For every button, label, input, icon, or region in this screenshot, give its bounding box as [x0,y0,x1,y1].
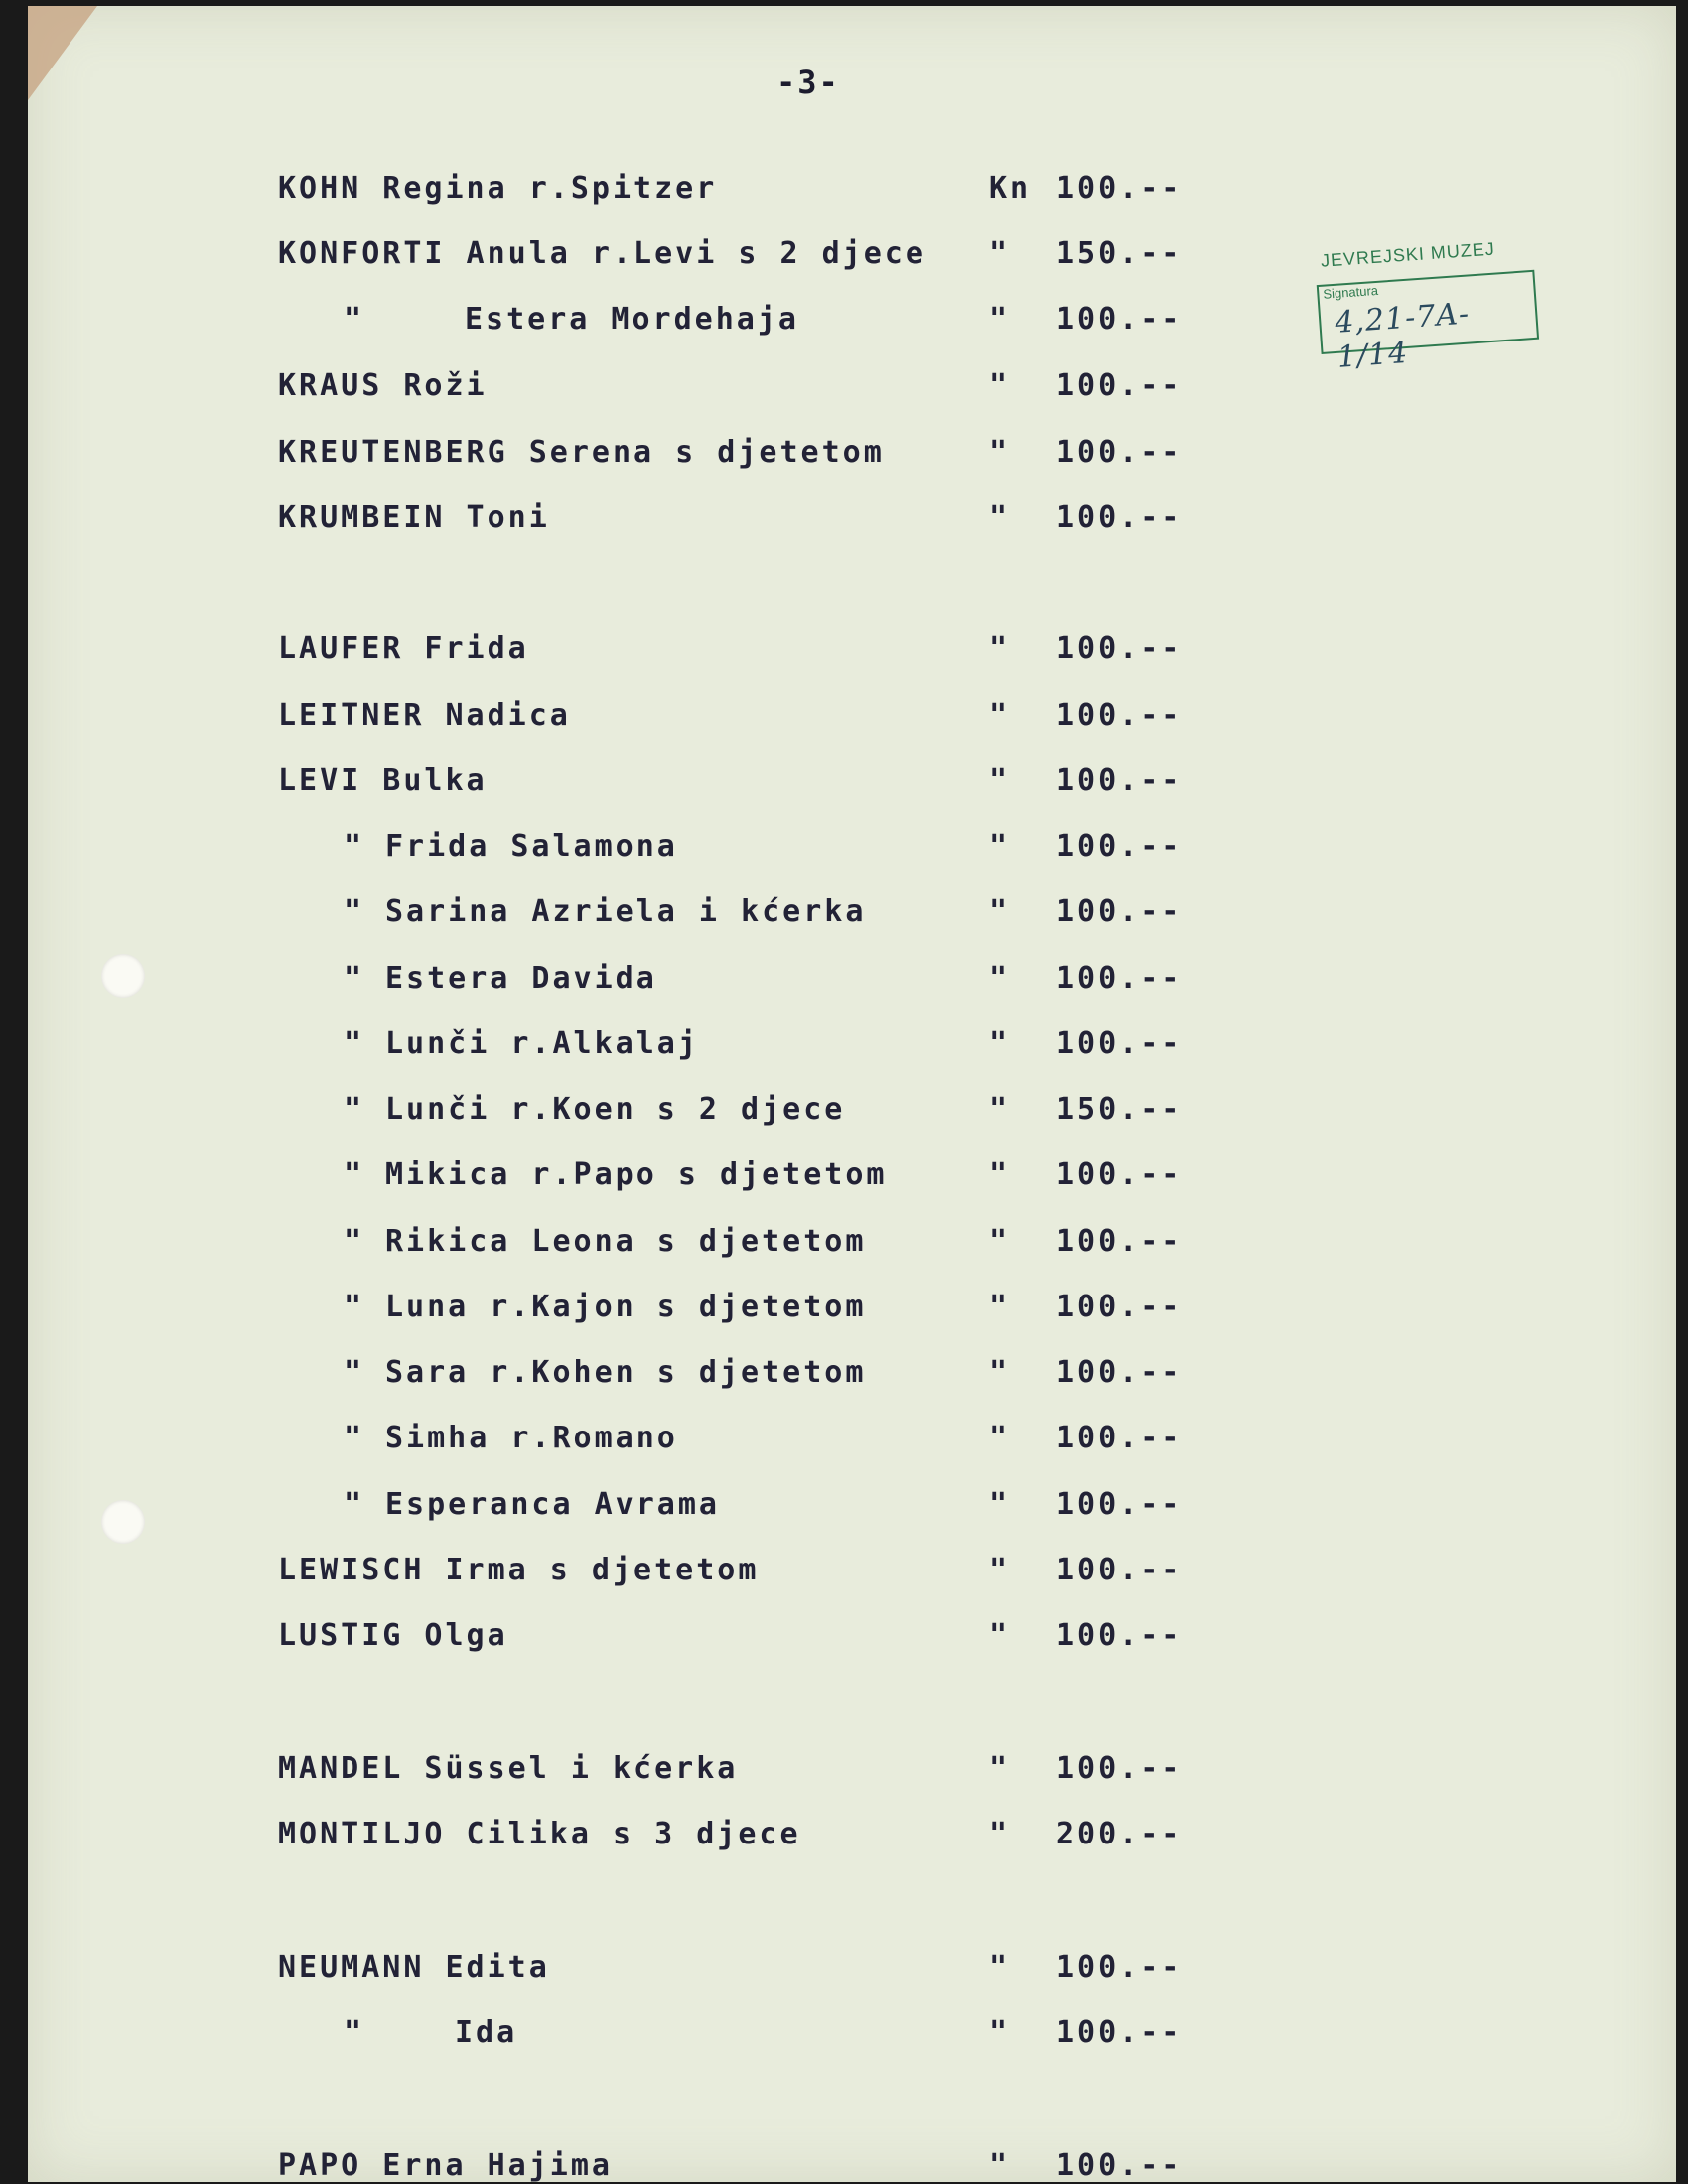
amount: 100.-- [1056,631,1183,666]
amount: 100.-- [1056,171,1183,205]
currency-mark: " [989,302,1011,337]
amount: 100.-- [1056,1355,1183,1390]
amount: 100.-- [1056,500,1183,535]
ditto-mark: " [344,894,365,929]
person-name: LUSTIG Olga [278,1618,508,1653]
currency-mark: " [989,1290,1011,1324]
list-row [28,171,1676,220]
amount: 100.-- [1056,1421,1183,1455]
person-name: Estera Mordehaja [465,302,799,337]
person-name: KOHN Regina r.Spitzer [278,171,718,205]
amount: 100.-- [1056,1487,1183,1522]
currency-mark: " [989,1553,1011,1587]
list-row [28,1618,1676,1668]
amount: 100.-- [1056,894,1183,929]
list-row [28,1487,1676,1537]
ditto-mark: " [344,1421,365,1455]
list-row [28,368,1676,418]
amount: 100.-- [1056,1026,1183,1061]
stamp-title: JEVREJSKI MUZEJ [1320,238,1496,271]
person-name: Sara r.Kohen s djetetom [385,1355,867,1390]
ditto-mark: " [344,1224,365,1259]
currency-mark: " [989,1817,1011,1851]
list-row [28,2015,1676,2065]
currency-mark: " [989,1026,1011,1061]
currency-mark: " [989,236,1011,271]
folded-corner [28,6,97,100]
person-name: Sarina Azriela i kćerka [385,894,867,929]
ditto-mark: " [344,1290,365,1324]
list-row [28,1224,1676,1274]
amount: 200.-- [1056,1817,1183,1851]
person-name: PAPO Erna Hajima [278,2148,613,2182]
currency-mark: " [989,1950,1011,1984]
person-name: MONTILJO Cilika s 3 djece [278,1817,801,1851]
list-row [28,435,1676,484]
list-row [28,302,1676,351]
person-name: KREUTENBERG Serena s djetetom [278,435,885,470]
list-row [28,1158,1676,1207]
list-row [28,631,1676,681]
list-row [28,961,1676,1011]
person-name: Rikica Leona s djetetom [385,1224,867,1259]
ditto-mark: " [344,829,365,864]
ditto-mark: " [344,1158,365,1192]
amount: 100.-- [1056,1618,1183,1653]
currency-mark: " [989,698,1011,733]
amount: 100.-- [1056,698,1183,733]
currency-mark: " [989,894,1011,929]
person-name: Ida [455,2015,518,2050]
person-name: KRAUS Roži [278,368,488,403]
list-row [28,1290,1676,1339]
currency-mark: " [989,1355,1011,1390]
person-name: Luna r.Kajon s djetetom [385,1290,867,1324]
amount: 100.-- [1056,1553,1183,1587]
ditto-mark: " [344,1355,365,1390]
person-name: KRUMBEIN Toni [278,500,550,535]
currency-mark: " [989,1224,1011,1259]
person-name: MANDEL Süssel i kćerka [278,1751,739,1786]
currency-mark: " [989,1421,1011,1455]
person-name: Frida Salamona [385,829,678,864]
currency-mark: Kn [989,171,1032,205]
person-name: LEVI Bulka [278,763,488,798]
currency-mark: " [989,368,1011,403]
currency-mark: " [989,1751,1011,1786]
amount: 100.-- [1056,1950,1183,1984]
currency-mark: " [989,763,1011,798]
amount: 100.-- [1056,2015,1183,2050]
currency-mark: " [989,1487,1011,1522]
list-row [28,894,1676,944]
amount: 100.-- [1056,435,1183,470]
amount: 100.-- [1056,763,1183,798]
list-row [28,698,1676,748]
person-name: Estera Davida [385,961,657,996]
amount: 100.-- [1056,1290,1183,1324]
list-row [28,829,1676,879]
ditto-mark: " [344,1487,365,1522]
currency-mark: " [989,1618,1011,1653]
ditto-mark: " [344,2015,365,2050]
amount: 100.-- [1056,1751,1183,1786]
person-name: LAUFER Frida [278,631,529,666]
person-name: LEITNER Nadica [278,698,571,733]
list-row [28,1553,1676,1602]
ditto-mark: " [344,302,365,337]
list-row [28,1355,1676,1405]
amount: 100.-- [1056,1224,1183,1259]
list-row [28,500,1676,550]
ditto-mark: " [344,1092,365,1127]
person-name: Lunči r.Alkalaj [385,1026,699,1061]
amount: 100.-- [1056,368,1183,403]
currency-mark: " [989,435,1011,470]
currency-mark: " [989,631,1011,666]
person-name: KONFORTI Anula r.Levi s 2 djece [278,236,926,271]
list-row [28,1950,1676,1999]
ditto-mark: " [344,961,365,996]
amount: 150.-- [1056,1092,1183,1127]
list-row [28,1751,1676,1801]
currency-mark: " [989,1092,1011,1127]
document-page [28,6,1676,2182]
amount: 100.-- [1056,829,1183,864]
currency-mark: " [989,1158,1011,1192]
person-name: Mikica r.Papo s djetetom [385,1158,888,1192]
list-row [28,236,1676,286]
page-number: -3- [776,64,840,101]
currency-mark: " [989,2015,1011,2050]
amount: 100.-- [1056,302,1183,337]
amount: 100.-- [1056,1158,1183,1192]
list-row [28,763,1676,813]
stamp-label: Signatura [1322,282,1379,302]
person-name: Simha r.Romano [385,1421,678,1455]
amount: 150.-- [1056,236,1183,271]
person-name: Lunči r.Koen s 2 djece [385,1092,846,1127]
amount: 100.-- [1056,2148,1183,2182]
currency-mark: " [989,2148,1011,2182]
ditto-mark: " [344,1026,365,1061]
currency-mark: " [989,500,1011,535]
list-row [28,1421,1676,1470]
currency-mark: " [989,961,1011,996]
list-row [28,1092,1676,1142]
person-name: Esperanca Avrama [385,1487,720,1522]
list-row [28,1817,1676,1866]
currency-mark: " [989,829,1011,864]
list-row [28,1026,1676,1076]
amount: 100.-- [1056,961,1183,996]
stamp-signature: 4,21-7A-1/14 [1334,296,1472,375]
person-name: NEUMANN Edita [278,1950,550,1984]
person-name: LEWISCH Irma s djetetom [278,1553,760,1587]
list-row [28,2148,1676,2182]
